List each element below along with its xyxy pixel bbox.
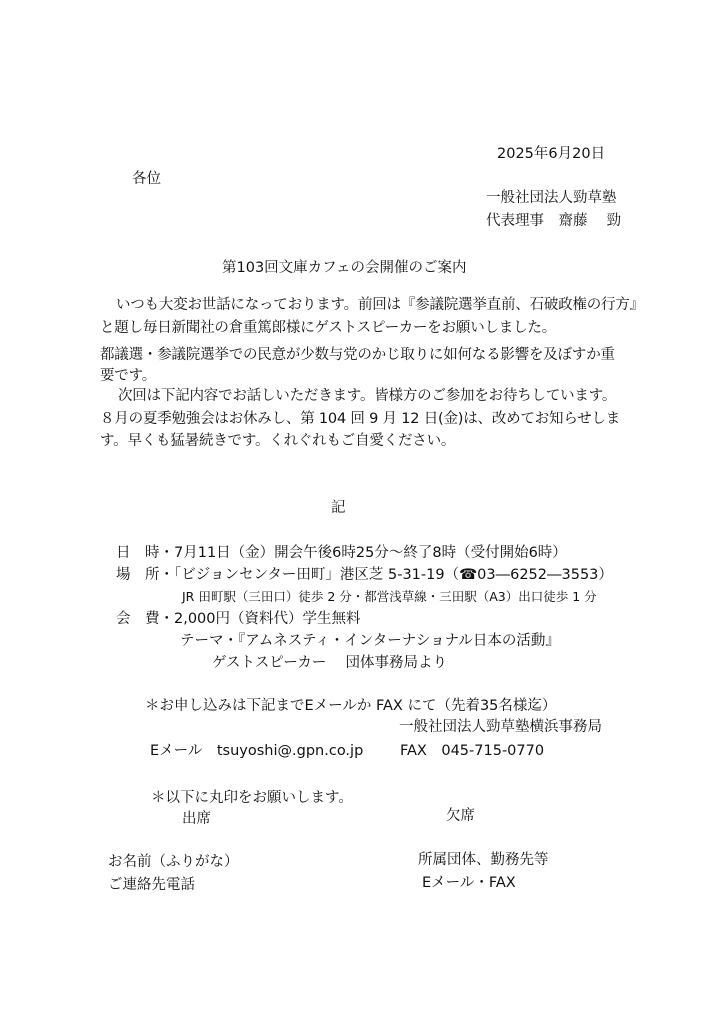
detail-datetime: 日 時・7月11日（金）開会午後6時25分～終了8時（受付開始6時） <box>116 545 567 561</box>
application-note: ＊お申し込みは下記までEメールか FAX にて（先着35名様迄） <box>145 698 557 714</box>
absent-option: 欠席 <box>446 808 475 824</box>
contact-fax: FAX 045-715-0770 <box>400 743 545 759</box>
application-office: 一般社団法人勁草塾横浜事務局 <box>399 719 602 735</box>
name-label: お名前（ふりがな） <box>108 854 239 870</box>
detail-theme: テーマ・『アムネスティ・インターナショナル日本の活動』 <box>180 633 560 649</box>
body-line: と題し毎日新聞社の倉重篤郎様にゲストスピーカーをお願いしました。 <box>100 320 557 336</box>
body-line: いつも大変お世話になっております。前回は『参議院選挙直前、石破政権の行方』 <box>116 297 644 313</box>
body-line: す。早くも猛暑続きです。くれぐれもご自愛ください。 <box>100 433 456 449</box>
detail-fee: 会 費・2,000円（資料代）学生無料 <box>116 611 361 627</box>
phone-label: ご連絡先電話 <box>108 877 195 893</box>
page-title: 第103回文庫カフェの会開催のご案内 <box>222 260 467 276</box>
reply-instruction: ＊以下に丸印をお願いします。 <box>151 790 353 806</box>
detail-access: JR 田町駅（三田口）徒歩 2 分・都営浅草線・三田駅（A3）出口徒歩 1 分 <box>182 589 597 604</box>
body-line: 都議選・参議院選挙での民意が少数与党のかじ取りに如何なる影響を及ぼすか重 <box>100 347 615 363</box>
body-line: 要です。 <box>100 368 157 384</box>
body-line: ８月の夏季勉強会はお休みし、第 104 回 9 月 12 日(金)は、改めてお知らせしま <box>100 411 621 427</box>
email-fax-label: Eメール・FAX <box>422 875 516 891</box>
sender-org: 一般社団法人勁草塾 <box>486 190 617 206</box>
affiliation-label: 所属団体、勤務先等 <box>418 852 549 868</box>
document-date: 2025年6月20日 <box>497 146 606 162</box>
addressee: 各位 <box>132 171 161 187</box>
body-line: 次回は下記内容でお話しいただきます。皆様方のご参加をお待ちしています。 <box>118 388 617 404</box>
attend-option: 出席 <box>182 811 211 827</box>
ki-heading: 記 <box>331 500 346 516</box>
contact-email: Eメール tsuyoshi@.gpn.co.jp <box>150 743 364 759</box>
sender-representative: 代表理事 齋藤 勁 <box>486 213 622 229</box>
detail-speaker: ゲストスピーカー 団体事務局より <box>212 655 448 671</box>
detail-place: 場 所・「ビジョンセンター田町」港区芝 5-31-19（☎03―6252―3553） <box>116 567 613 583</box>
